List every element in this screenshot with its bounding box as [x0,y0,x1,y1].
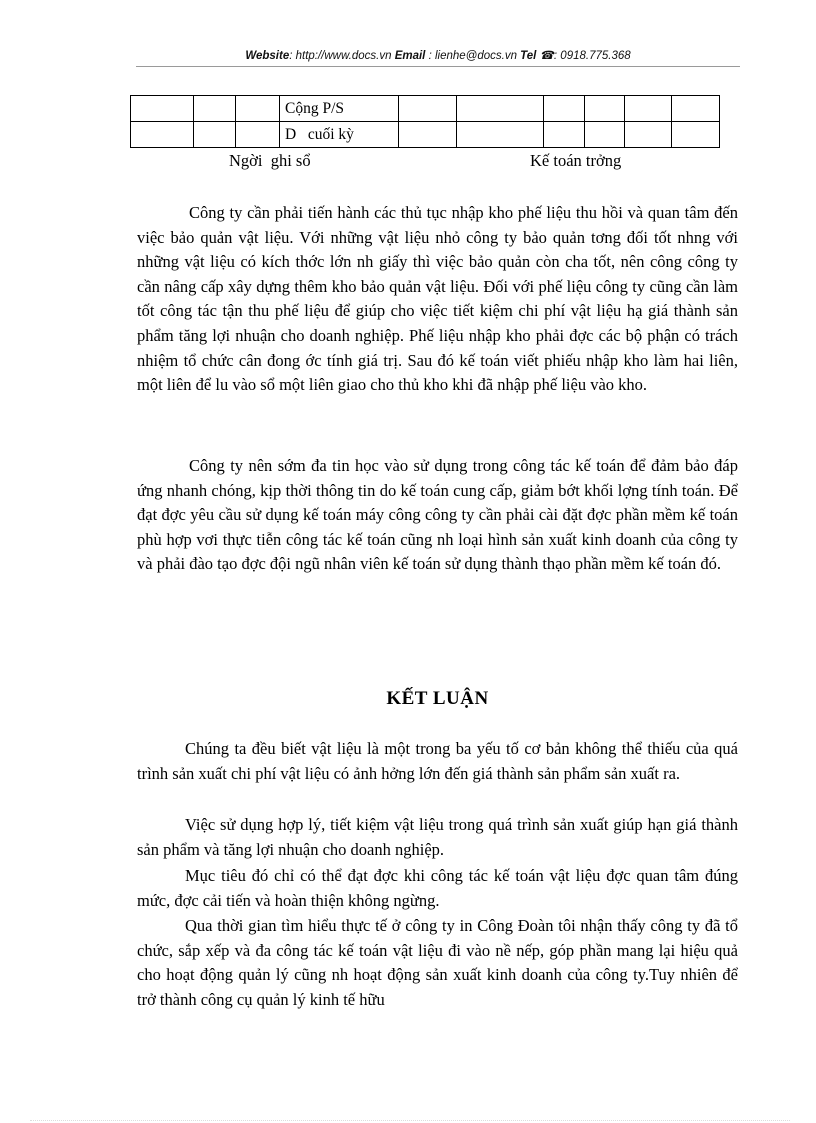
body-paragraph: Công ty nên sớm đa tin học vào sử dụng trong công tác kế toán để đảm bảo đáp ứng nhanh chóng, kịp thời thông tin do kế toán cung cấp, giảm bớt khối lợng tính toán. Để đạt đợc yêu cầu sử dụng kế toán máy công công ty cần phải cài đặt đợc phần mềm kế toán phù hợp vơi thực tiễn công tác kế toán cũng nh loại hình sản xuất kinh doanh của công ty và phải đào tạo đợc đội ngũ nhân viên kế toán sử dụng thành thạo phần mềm kế toán đó. [137,456,738,574]
website-label: Website [245,50,290,62]
table-cell [585,122,625,148]
row-label-ending-balance: D cuối kỳ [280,122,399,148]
table-cell [131,96,194,122]
table-row [131,96,720,122]
table-cell [194,96,236,122]
table-row [131,122,720,148]
footer-divider [30,1120,790,1121]
table-cell [457,122,544,148]
table-cell [544,96,585,122]
ledger-table [130,95,720,148]
email-value: : lienhe@docs.vn [428,50,517,62]
tel-value: : 0918.775.368 [553,50,631,62]
body-paragraph: Công ty cần phải tiến hành các thủ tục nhập kho phế liệu thu hồi và quan tâm đến việc bảo quản vật liệu. Với những vật liệu nhỏ công ty bảo quản tơng đối tốt nhng với những vật liệu có kích thớc lớn nh giấy thì việc bảo quản còn cha tốt, nên công công ty cần nâng cấp xây dựng thêm kho bảo quản vật liệu. Đối với phế liệu công ty cũng cần làm tốt công tác tận thu phế liệu để giúp cho việc tiết kiệm chi phí vật liệu hạ giá thành sản phẩm tăng lợi nhuận cho doanh nghiệp. Phế liệu nhập kho phải đợc các bộ phận có trách nhiệm tổ chức cân đong ớc tính giá trị. Sau đó kế toán viết phiếu nhập kho làm hai liên, một liên để lu vào sổ một liên giao cho thủ kho khi đã nhập phế liệu vào kho. [137,203,738,395]
table-cell [236,122,280,148]
table-cell [625,122,672,148]
conclusion-paragraph: Mục tiêu đó chỉ có thể đạt đợc khi công tác kế toán vật liệu đợc quan tâm đúng mức, đợc cải tiến và hoàn thiện không ngừng. [137,866,738,910]
table-cell [457,96,544,122]
website-value: : http://www.docs.vn [289,50,392,62]
section-title: KẾT LUẬN [386,688,489,709]
table-cell [585,96,625,122]
email-label: Email [394,50,426,62]
header-divider [136,66,740,67]
conclusion-paragraph: Chúng ta đều biết vật liệu là một trong ba yếu tố cơ bản không thể thiếu của quá trình sản xuất chi phí vật liệu có ảnh hởng lớn đến giá thành sản phẩm sản xuất ra. [137,739,738,783]
table-cell [544,122,585,148]
page-header [136,48,740,62]
signature-recorder: Ngời ghi sổ [229,151,311,170]
row-label-total: Cộng P/S [280,96,399,122]
table-cell [399,122,457,148]
phone-icon: ☎ [539,50,554,62]
conclusion-paragraph: Qua thời gian tìm hiểu thực tế ở công ty in Công Đoàn tôi nhận thấy công ty đã tổ chức, sắp xếp và đa công tác kế toán vật liệu đi vào nề nếp, góp phần mang lại hiệu quả cho hoạt động quản lý cũng nh hoạt động sản xuất kinh doanh của công ty.Tuy nhiên để trở thành công cụ quản lý kinh tế hữu [137,916,738,1009]
table-cell [672,122,720,148]
conclusion-paragraph: Việc sử dụng hợp lý, tiết kiệm vật liệu trong quá trình sản xuất giúp hạn giá thành sản phẩm và tăng lợi nhuận cho doanh nghiệp. [137,815,738,859]
table-cell [399,96,457,122]
table-cell [131,122,194,148]
table-cell [236,96,280,122]
signature-chief-accountant: Kế toán trởng [530,151,622,170]
table-cell [672,96,720,122]
table-cell [194,122,236,148]
table-cell [625,96,672,122]
tel-label: Tel [520,50,537,62]
